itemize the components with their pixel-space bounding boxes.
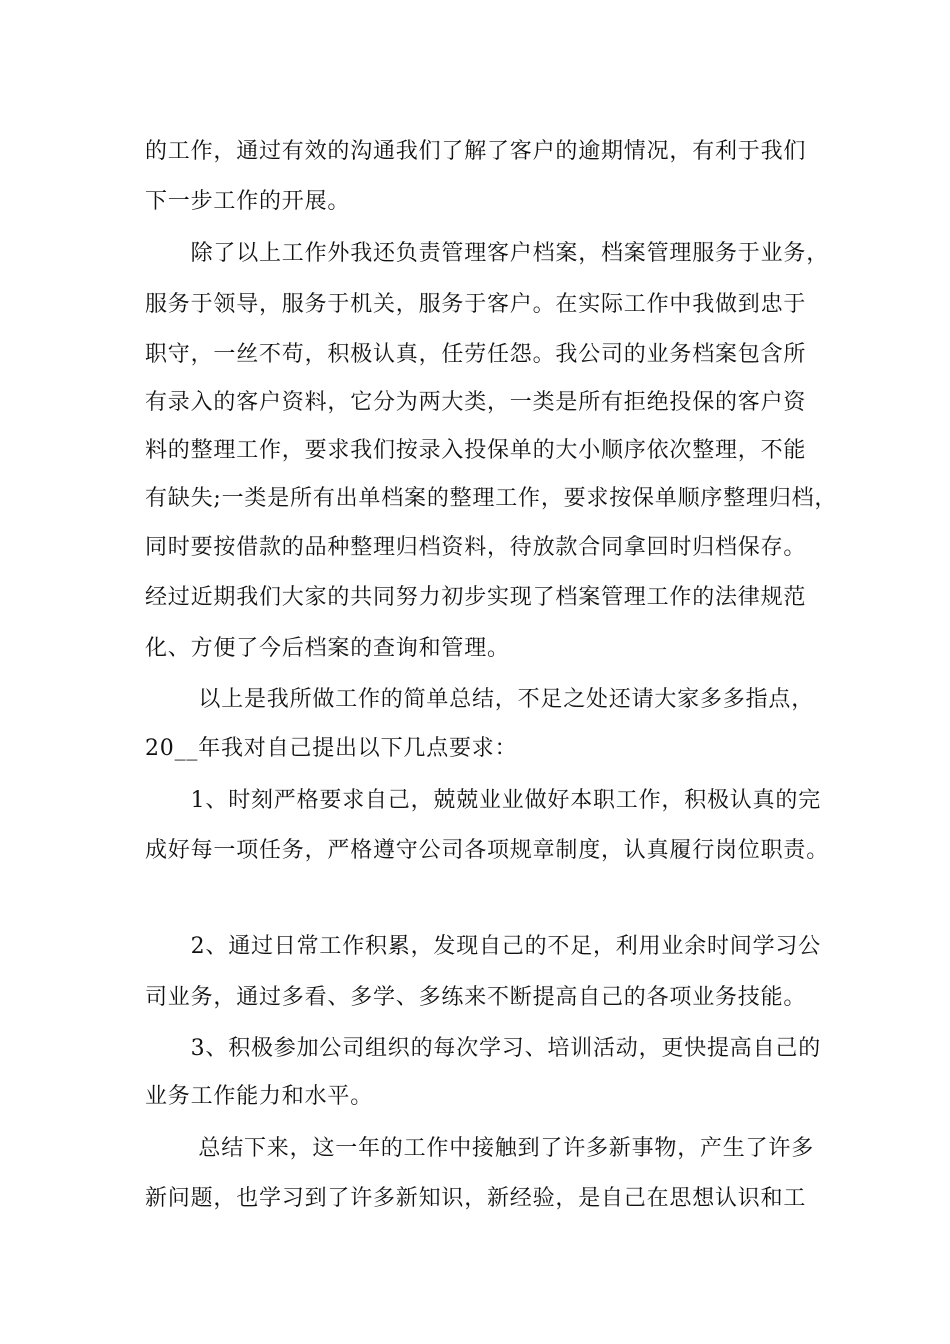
text-line: 以上是我所做工作的简单总结，不足之处还请大家多多指点， bbox=[145, 687, 814, 712]
text-line: 1、时刻严格要求自己，兢兢业业做好本职工作，积极认真的完 bbox=[145, 788, 821, 813]
text-line: 的工作，通过有效的沟通我们了解了客户的逾期情况，有利于我们 bbox=[145, 139, 807, 164]
text-line: 总结下来，这一年的工作中接触到了许多新事物，产生了许多 bbox=[145, 1136, 814, 1161]
text-line: 司业务，通过多看、多学、多练来不断提高自己的各项业务技能。 bbox=[145, 985, 807, 1010]
text-line: 下一步工作的开展。 bbox=[145, 189, 351, 214]
text-line: 2、通过日常工作积累，发现自己的不足，利用业余时间学习公 bbox=[145, 934, 821, 959]
text-line: 新问题，也学习到了许多新知识，新经验，是自己在思想认识和工 bbox=[145, 1186, 807, 1211]
text-line: 职守，一丝不苟，积极认真，任劳任怨。我公司的业务档案包含所 bbox=[145, 342, 807, 367]
text-line: 经过近期我们大家的共同努力初步实现了档案管理工作的法律规范 bbox=[145, 585, 807, 610]
text-line: 成好每一项任务，严格遵守公司各项规章制度，认真履行岗位职责。 bbox=[145, 838, 830, 863]
text-line: 料的整理工作，要求我们按录入投保单的大小顺序依次整理，不能 bbox=[145, 438, 807, 463]
text-line: 3、积极参加公司组织的每次学习、培训活动，更快提高自己的 bbox=[145, 1036, 821, 1061]
text-line: 20__年我对自己提出以下几点要求： bbox=[145, 736, 518, 761]
text-line: 化、方便了今后档案的查询和管理。 bbox=[145, 636, 510, 661]
text-line: 服务于领导，服务于机关，服务于客户。在实际工作中我做到忠于 bbox=[145, 292, 807, 317]
text-line: 除了以上工作外我还负责管理客户档案，档案管理服务于业务， bbox=[145, 241, 830, 266]
text-line: 有录入的客户资料，它分为两大类，一类是所有拒绝投保的客户资 bbox=[145, 390, 807, 415]
text-line: 业务工作能力和水平。 bbox=[145, 1084, 374, 1109]
text-line: 同时要按借款的品种整理归档资料，待放款合同拿回时归档保存。 bbox=[145, 535, 807, 560]
text-line: 有缺失;一类是所有出单档案的整理工作，要求按保单顺序整理归档， bbox=[145, 486, 838, 511]
